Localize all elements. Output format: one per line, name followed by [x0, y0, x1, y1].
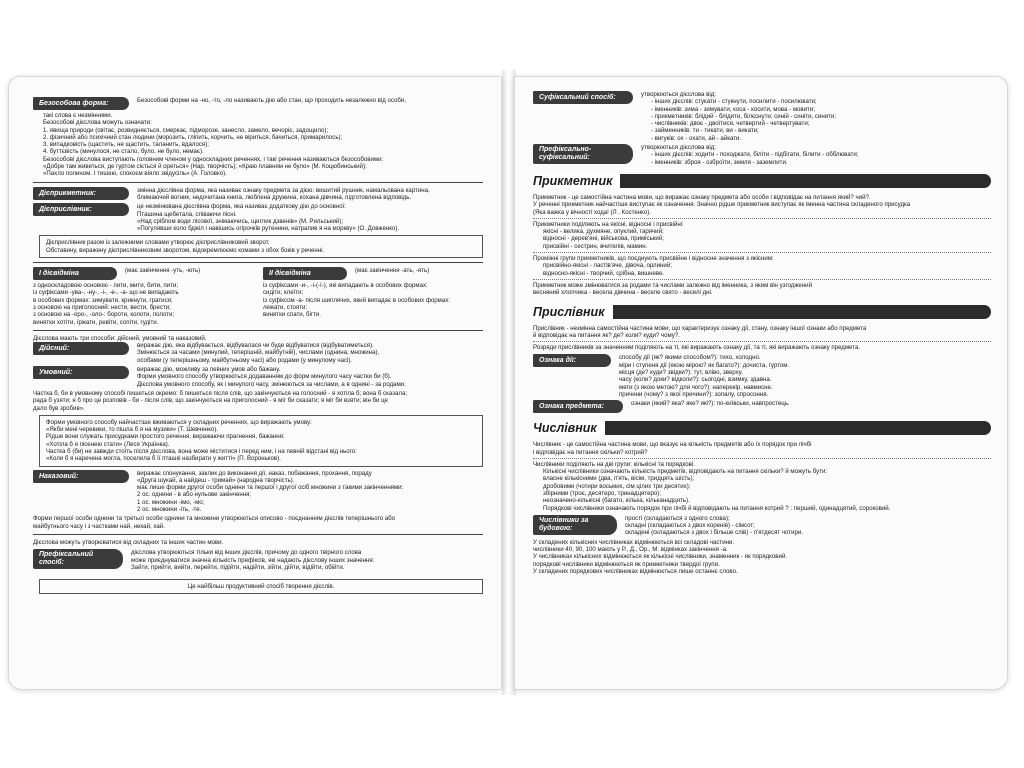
section-body: [631, 400, 991, 407]
text-line: Дієслова умовного способу, як і минулого часу, змінюються за числами, а в однині - за родами.: [137, 380, 406, 388]
text-line: прості (складаються з одного слова);: [625, 514, 730, 522]
text-line: із суфіксами -ува-, -ну-, -і-, -е-, -а- що не випадають: [33, 289, 179, 297]
text-line: способу дії (як? якими способом?): тихо, холодно.: [619, 354, 761, 362]
section-body: [137, 97, 483, 104]
text-line: дієслова утворюються тільки від інших дієслів, причому до одного твірного слова: [131, 549, 362, 557]
text-line: «Коли б я наречена могла, поселила б її пташкі назбирати у житті» (П. Вороньков).: [46, 455, 281, 463]
divider: [33, 262, 483, 263]
section-tag: Дієприслівник:: [33, 203, 129, 216]
text-line: «Погулявши коло бджіл і навішись огірочків рутенини, натрапив я на моркву» (О. Довженко).: [137, 225, 400, 233]
text-line: Прислівник - незмінна самостійна частина мови, що характеризує ознаку дії, стану, ознаку іншої ознаки або предмета: [533, 324, 867, 332]
text-line: У реченні прикметник найчастіше виступає як означення. Значно рідше прикметник виступає як іменна частина складеного присудка: [533, 201, 911, 209]
section-body: [137, 366, 483, 388]
action-sign-section: [533, 354, 991, 398]
text-line: Проміжні групи прикметників, що поєднують присвійне і відносне значення з якісним:: [533, 255, 774, 263]
heading-bar: [613, 305, 991, 319]
text-line: - інших дієслів: ходити - походжати, біліти - підбігати, білити - обблювати;: [651, 151, 859, 159]
note-box: [39, 415, 483, 467]
ending-note: (має закінчення -уть, -ють): [125, 267, 201, 275]
divider: [533, 279, 991, 280]
adjective-groups: [533, 255, 991, 277]
text-line: «Добре там живеться, де гуртом сіється й ореться» (Нар. творчість); «Краю плавням не було» (М. Коцюбинський);: [43, 163, 367, 171]
section-body: [137, 342, 483, 364]
impersonal-form-section: [33, 97, 483, 110]
text-line: має лише форми другої особи однини та першої і другої осіб множини з такими закінченнями:: [137, 484, 404, 492]
first-conjugation: [33, 267, 253, 326]
footer-box: [39, 579, 483, 594]
adverbial-participle-section: [33, 203, 483, 232]
section-body: [137, 187, 483, 202]
text-line: і відповідає на питання скільки? котрий?: [533, 448, 648, 456]
text-line: Безособові форми на -но, -то, -ло називають дію або стан, що проходить незалежно від особи,: [137, 97, 406, 104]
imperative-note: майбутнього часу і з частками най, нехай, хай.: [33, 522, 165, 530]
text-line: - іменників: зима - зимувати, коса - косити, мова - мовити;: [651, 105, 815, 113]
divider: [533, 458, 991, 459]
text-line: може приєднуватися значна кількість префіксів, які надають дієслову інших значення:: [131, 556, 375, 564]
section-body: [625, 515, 991, 537]
section-tag: Префіксальний спосіб:: [33, 549, 123, 569]
text-line: відносно-якісні - творчий, срібна, вишневе.: [543, 269, 665, 277]
text-line: в особових формах: зимувати, крикнути, гратися;: [33, 296, 173, 304]
heading-numeral: [533, 419, 991, 437]
adverb-definition: [533, 325, 991, 340]
text-line: відносні - дерев'яні, військова, приміський;: [543, 235, 664, 243]
text-line: Змінюється за часами (минулий, теперішній, майбутній), числами (однина, множина),: [137, 349, 380, 357]
text-line: з односкладовою основою - лити, мити, бити, пити;: [33, 282, 179, 290]
text-line: утворюються дієслова від:: [641, 91, 716, 98]
heading-bar: [605, 421, 991, 435]
text-line: Кількісні числівники означають кількість предметів, відповідають на питання скільки? й можуть бути:: [543, 468, 828, 476]
heading-title: Прислівник: [533, 305, 613, 319]
adjective-agreement: [533, 282, 991, 297]
section-body: [131, 549, 483, 571]
text-line: виражає дію, можливу за певних умов або бажану.: [137, 366, 281, 374]
section-tag: ІІ дієвідміна: [263, 267, 347, 280]
text-line: 2. фізичний або психічний стан людини (морозить, гліпить, корчить, не віриться, бачиться, примарилось);: [43, 133, 343, 141]
text-line: власне кількісними (два, п'ять, вісім, тридцять шість);: [543, 475, 695, 483]
text-line: місця (де? куди? звідки?): тут, вліво, зверху.: [619, 369, 743, 377]
heading-title: Прикметник: [533, 174, 620, 188]
text-line: Дієприслівник разом із залежними словами утворює дієприслівниковий зворот.: [46, 239, 270, 247]
text-line: сидіти, клеїти;: [263, 289, 304, 297]
divider: [533, 218, 991, 219]
conditional-section: [33, 366, 483, 388]
divider: [33, 182, 483, 183]
text-line: з основою на приголосний: нести, вести, брести;: [33, 303, 171, 311]
left-page: [8, 76, 502, 690]
text-line: складені (складаються з двох і більше слів) - п'ятдесят чотири.: [625, 529, 803, 537]
text-line: Прикметник може змінюватися за родами та числами залежно від іменника, з яким він узгоджений: [533, 281, 812, 289]
text-line: «Хотіла б я пісенею стати» (Леся Українка).: [46, 440, 170, 448]
text-line: Числівники поділяють на дві групи: кількісні та порядкові.: [533, 460, 695, 468]
text-line: Прикметники поділяють на якісні, відносні і присвійні:: [533, 220, 684, 228]
text-line: збірними (троє, десятеро, тринадцятеро);: [543, 489, 661, 497]
text-line: дробовими (чотири восьмих, сім цілих три десятих);: [543, 482, 691, 490]
text-line: У складених кількісних числівниках відмінюються всі складові частини.: [533, 538, 735, 546]
numeral-groups: [533, 461, 991, 512]
indicative-section: [33, 342, 483, 364]
text-line: числівники 40, 90, 100 мають у Р., Д., Ор., М. відмінках закінчення -а.: [533, 546, 728, 554]
numeral-declension: [533, 539, 991, 575]
text-line: й відповідає на питання як? де? коли? куди? чому?.: [533, 331, 680, 339]
text-line: Рідше вони служать присудками простого речення, виражаючи прагнення, бажання:: [46, 433, 285, 441]
note-box: [39, 235, 483, 258]
text-line: присвійно-якісні - ластів'яче, дівоча, орлиний;: [543, 262, 672, 270]
text-line: винятки спати, бігти.: [263, 311, 321, 319]
text-line: це незмінювана дієслівна форма, яка називає додаткову дію до основної:: [137, 203, 347, 211]
imperative-section: [33, 470, 483, 514]
text-line: лежати, стояти;: [263, 303, 308, 311]
text-line: «Друга шукай, а найдеш - тримай» (народна творчість).: [137, 476, 295, 484]
adjective-types: [533, 221, 991, 250]
text-line: Форми умовного способу утворюються додаванням до форм минулого часу частки би (б).: [137, 373, 392, 381]
section-body: [641, 144, 991, 166]
text-line: - вигуків: ох - охати, ай - айкати.: [651, 134, 742, 142]
moods-intro: Дієслова мають три способи: дійсний, умовний та наказовий.: [33, 334, 207, 342]
text-line: блимаючий вогник, недочитана книга, люблена дружина, кохана дівчина, підготовлена відповідь.: [137, 193, 412, 201]
heading-title: Числівник: [533, 421, 605, 435]
text-line: - прикметників: блідий - блідити, білєснути; синій - синіти, синити;: [651, 112, 837, 120]
text-line: виражає дію, яка відбувається, відбувалася чи буде відбуватися (відбуватиметься).: [137, 342, 374, 350]
text-line: «Пахло полином. І тишею, спокоєм віяло звідусіль» (А. Головко).: [43, 170, 227, 178]
conjugation-list: [33, 282, 253, 326]
text-line: Пташина щебетала, співаючи пісні.: [137, 210, 237, 218]
conjugation-list: [263, 282, 483, 318]
heading-bar: [620, 174, 991, 188]
text-line: (Яка важка у вічності ходa! (Л . Костенко).: [533, 208, 651, 216]
section-tag: Ознака дії:: [533, 354, 611, 367]
adverb-classes: Розряди прислівників за значенням поділяють на ті, які виражають ознаку дії, та ті, які виражають ознаку предмета.: [533, 344, 861, 352]
section-tag: Дієприкметник:: [33, 187, 129, 200]
text-line: такі слова є незмінними.: [43, 112, 113, 119]
text-line: дало був зробив».: [33, 404, 85, 412]
text-line: 4. буттєвість (минулося, не стало, було, не було, немає).: [43, 148, 204, 156]
text-line: - іменників: зброя - озброїти, земля - заземлити.: [651, 158, 788, 166]
text-line: якісні - велика, духмяне, опуклий, гарячий;: [543, 228, 664, 236]
text-line: - займенників: ти - тикати, ви - викати;: [651, 127, 759, 135]
adjective-definition: [533, 194, 991, 216]
section-body: [137, 203, 483, 232]
text-line: неозначено-кількісні (багато, кілька, кільканадцять).: [543, 497, 690, 505]
right-page: [514, 76, 1008, 690]
section-body: [137, 470, 483, 514]
text-line: Безособові дієслова можуть означати:: [43, 119, 152, 127]
section-body: [619, 354, 991, 398]
text-line: рада б узяти; я б про це розповів - би - після слів, що закінчуються на приголосний - я міг би сказати; я міг би взяти; він би це: [33, 397, 388, 405]
text-line: 1 ос. множини -імо, -мо;: [137, 498, 205, 506]
text-line: Прикметник - це самостійна частина мови, що виражає ознаку предмета або особи і відповідає на питання який? чий?.: [533, 193, 871, 201]
section-tag: Дійсний:: [33, 342, 129, 355]
section-tag: Префіксально-суфіксальний:: [533, 144, 633, 164]
open-workbook: [8, 70, 1016, 695]
section-tag: Суфіксальний спосіб:: [533, 91, 633, 104]
ending-note: (має закінчення -ать, -ять): [355, 267, 430, 275]
prefix-section: [33, 549, 483, 571]
text-line: весняний хлопчика - весела дівчина - веселе свято - веселі дні.: [533, 289, 713, 297]
text-line: присвійні - сестрин, вчителів, мамин.: [543, 242, 648, 250]
suffix-section: [533, 91, 991, 142]
text-line: 3. випадковість (щастить, не щастить, таланить, вдалося);: [43, 141, 209, 149]
text-line: винятки хотіти, їржати, ревіти, сопіти, гудіти.: [33, 318, 159, 326]
text-line: Числівник - це самостійна частина мови, що вказує на кількість предметів або їх порядок при лічбі: [533, 441, 812, 449]
second-conjugation: [263, 267, 483, 326]
text-line: «Над сріблом води лісової, знімаючись, щиглик дзвенів» (М. Рильський);: [137, 217, 344, 225]
text-line: часу (коли? доки? відколи?): сьогодні, взимку, здавна.: [619, 376, 772, 384]
numeral-definition: [533, 441, 991, 456]
text-line: Обставину, виражену дієприслівниковим зворотом, відокремлюємо комами з обох боків у реченні.: [46, 246, 325, 254]
text-line: ознаки (який? яка? яке? які?): по-київськи, навпростець.: [631, 400, 790, 408]
text-line: мети (з якою метою? для чого?): наперекір, навмисне.: [619, 383, 773, 391]
section-tag: Наказовий:: [33, 470, 129, 483]
imperative-note: Форми першої особи однини та третьої особи однини та множини утворюються описово - поєднанням дієслів теперішнього або: [33, 515, 396, 523]
text-line: 1. явища природи (світає, розвидняється, смеркає, підморозе, занесло, замело, вечоріє, задощило);: [43, 126, 329, 134]
text-line: виражає спонукання, заклик до виконання дії, наказ, побажання, прохання, пораду: [137, 469, 372, 477]
heading-adverb: [533, 303, 991, 321]
text-line: із суфіксами -и-, -і-(-ї-), які випадають в особових формах:: [263, 282, 428, 290]
text-line: - числівників: двоє - двоїтися, четвертий - четвертувати;: [651, 120, 810, 128]
text-line: У складених порядкових числівниках відмінюється лише останнє слово.: [533, 567, 738, 575]
numeral-structure-section: [533, 515, 991, 537]
section-body: [641, 91, 991, 142]
conjugation-table: [33, 267, 483, 326]
text-line: з основою на -оро-, -оло-: бороти, колоти, полоти;: [33, 311, 175, 319]
section-tag: Ознака предмета:: [533, 400, 623, 413]
text-line: причини (чому? з якої причини?): зопалу, спросоння.: [619, 390, 769, 398]
heading-adjective: [533, 172, 991, 190]
text-line: із суфіксом -а- після шиплячих, який випадає в особових формах:: [263, 296, 450, 304]
section-tag: І дієвідміна: [33, 267, 117, 280]
text-line: Порядкові числівники означають порядок при лічбі й відповідають на питання котрий ? : перший, одинадцятий, сороковий.: [543, 504, 891, 512]
text-line: особами (у теперішньому, майбутньому часі) або родами (у минулому часі).: [137, 356, 353, 364]
text-line: міри і ступеня дії (якою мірою? як багато?): дочиста, гуртом.: [619, 361, 790, 369]
text-line: порядкові числівники відмінюються як прикметники твердої групи.: [533, 560, 720, 568]
impersonal-detail: [33, 112, 483, 178]
text-line: змінна дієслівна форма, яка називає ознаку предмета за дією: вишитий рушник, намальована картина,: [137, 186, 430, 194]
divider: [33, 330, 483, 331]
formation-intro: Дієслова можуть утворюватися від складних та інших частин мови.: [33, 538, 224, 546]
text-line: Безособові дієслова виступають головним членом у односкладних реченнях, і такі речення називаються безособовими:: [43, 155, 384, 163]
text-line: утворюються дієслова від:: [641, 144, 716, 152]
section-tag: Безособова форма:: [33, 97, 129, 110]
text-line: 2 ос. однини - в або нульове закінчення;: [137, 491, 252, 499]
text-line: Частка б, би в умовному способі пишеться окремо: б пишеться після слів, що закінчуються на голосний - я хотіла б; вона б сказала;: [33, 389, 408, 397]
divider: [533, 341, 991, 342]
text-line: 2 ос. множини -іть, -те.: [137, 506, 202, 514]
text-line: Зайти, прийти, вийти, перейти, підійти, надійти, зійти, дійти, відійти, обійти.: [131, 563, 345, 571]
text-line: «Якби мені черевики, то пішла б я на музики» (Т. Шевченко).: [46, 426, 219, 434]
divider: [533, 252, 991, 253]
text-line: Форми умовного способу найчастіше вживаються у складних реченнях, що виражають умову:: [46, 418, 312, 426]
text-line: У числівниках кількісних відмінюються як кількісні числівники, знаменник - як порядковий.: [533, 553, 788, 561]
prefix-suffix-section: [533, 144, 991, 166]
text-line: Частка б (би) не завжди стоїть після дієслова, вона може міститися і перед ним, і на певній відстані від нього:: [46, 447, 357, 455]
text-line: складні (складаються з двох коренів) - сімсот;: [625, 522, 755, 530]
participle-section: [33, 187, 483, 202]
text-line: - інших дієслів: стукати - стукнути, посилити - посилювати;: [651, 98, 817, 106]
conditional-detail: [33, 390, 483, 412]
divider: [33, 534, 483, 535]
section-tag: Умовний:: [33, 366, 129, 379]
object-sign-section: [533, 400, 991, 413]
section-tag: Числівники за будовою:: [533, 515, 617, 535]
footer-note: Це найбільш продуктивний спосіб творення дієслів.: [187, 583, 335, 591]
